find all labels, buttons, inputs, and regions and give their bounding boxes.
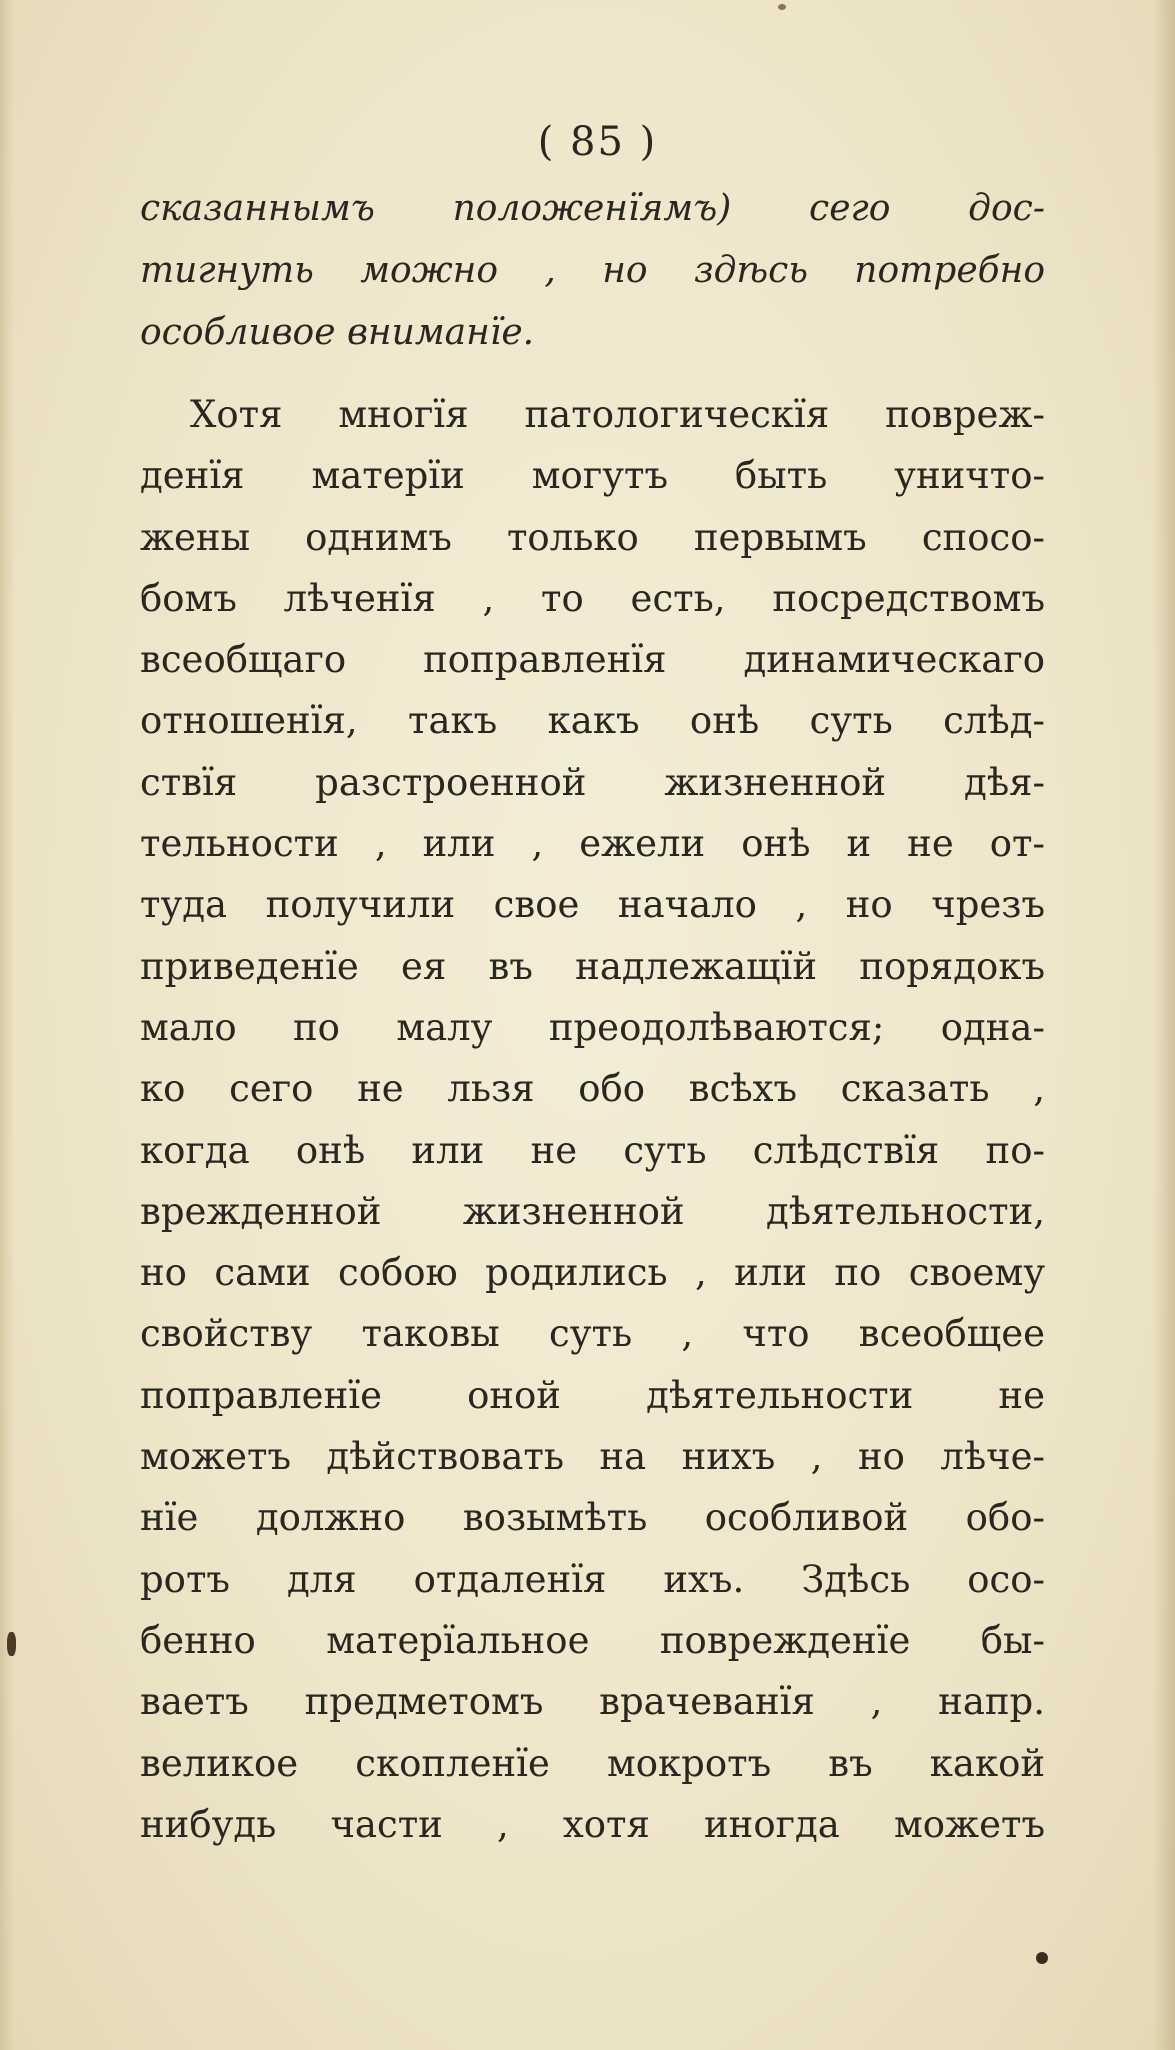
text-line: денïя матерïи могутъ быть уничто- [140,454,1045,498]
text-line: нïе должно возымѣть особливой обо- [140,1496,1045,1540]
text-line: ствïя разстроенной жизненной дѣя- [140,760,1045,804]
text-line: бенно матерïальное поврежденïе бы- [140,1618,1045,1662]
text-line: Хотя многïя патологическïя повреж- [190,393,1045,436]
text-line: бомъ лѣченïя , то есть, посредствомъ [140,576,1045,620]
text-line: но сами собою родились , или по своему [140,1251,1045,1295]
text-line: нибудь части , хотя иногда можетъ [140,1802,1045,1846]
text-line: тельности , или , ежели онѣ и не от- [140,822,1045,866]
text-line: мало по малу преодолѣваются; одна- [140,1005,1045,1049]
text-line: врежденной жизненной дѣятельности, [140,1189,1045,1233]
text-line: всеобщаго поправленïя динамическаго [140,638,1045,682]
ink-spot [778,4,786,10]
ink-spot [7,1632,16,1656]
page-text [140,112,1045,1855]
text-line: приведенïе ея въ надлежащïй порядокъ [140,944,1045,988]
page-number: ( 85 ) [537,119,658,165]
text-line: поправленïе оной дѣятельности не [140,1373,1045,1417]
text-line: сказаннымъ положенïямъ) сего дос- [140,188,1045,229]
text-line: отношенïя, такъ какъ онѣ суть слѣд- [140,699,1045,743]
text-line: туда получили свое начало , но чрезъ [140,883,1045,927]
page-left-edge-shadow [0,0,14,2050]
page-right-edge-shadow [1153,0,1175,2050]
text-line: когда онѣ или не суть слѣдствïя по- [140,1128,1045,1172]
text-line: жены однимъ только первымъ спосо- [140,515,1045,559]
italic-continuation [140,178,1045,364]
text-line: можетъ дѣйствовать на нихъ , но лѣче- [140,1435,1045,1479]
text-line: ротъ для отдаленïя ихъ. Здѣсь осо- [140,1557,1045,1601]
text-line: ваетъ предметомъ врачеванïя , напр. [140,1680,1045,1724]
ink-spot [1036,1952,1048,1964]
text-line: ко сего не льзя обо всѣхъ сказать , [140,1067,1045,1111]
text-line: великое скопленïе мокротъ въ какой [140,1741,1045,1785]
text-line: особливое вниманïе. [140,312,535,353]
body-paragraph [140,384,1045,1855]
text-line: тигнуть можно , но здѣсь потребно [140,250,1045,291]
text-line: свойству таковы суть , что всеобщее [140,1312,1045,1356]
